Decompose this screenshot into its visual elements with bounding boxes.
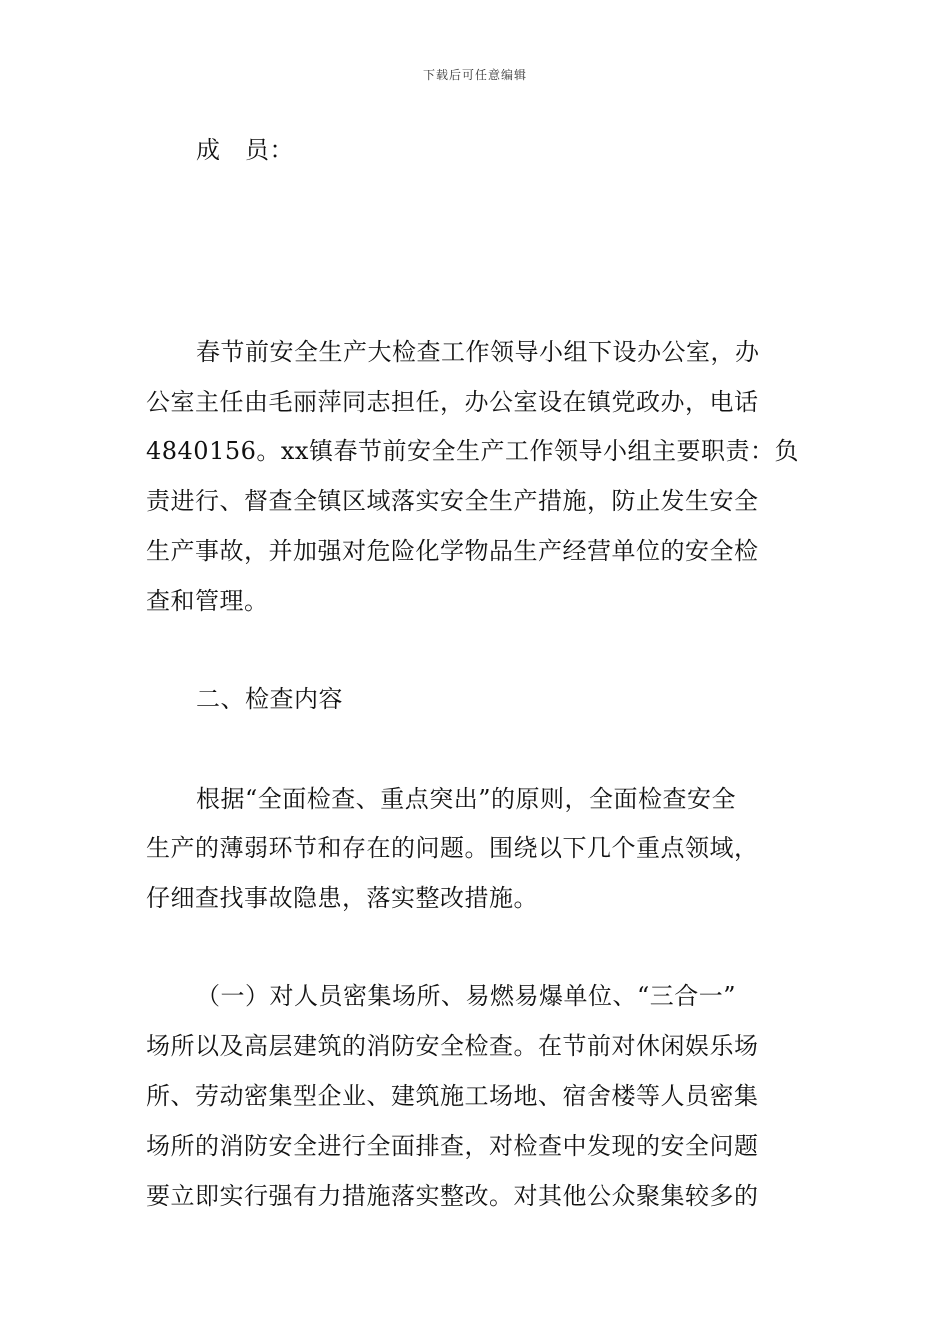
paragraph-line: 春节前安全生产大检查工作领导小组下设办公室，办 [196, 338, 760, 366]
paragraph-line: 根据“全面检查、重点突出”的原则，全面检查安全 [196, 785, 737, 813]
paragraph-line: （一）对人员密集场所、易燃易爆单位、“三合一” [196, 982, 737, 1010]
paragraph-line: 场所以及高层建筑的消防安全检查。在节前对休闲娱乐场 [146, 1032, 759, 1060]
paragraph-line: 生产的薄弱环节和存在的问题。围绕以下几个重点领域， [146, 834, 759, 862]
paragraph-line: 责进行、督查全镇区域落实安全生产措施，防止发生安全 [146, 487, 759, 515]
paragraph-line: 公室主任由毛丽萍同志担任，办公室设在镇党政办，电话 [146, 388, 759, 416]
paragraph-line: 4840156。xx镇春节前安全生产工作领导小组主要职责：负 [146, 437, 799, 465]
paragraph-line: 所、劳动密集型企业、建筑施工场地、宿舍楼等人员密集 [146, 1082, 759, 1110]
paragraph-line: 查和管理。 [146, 587, 269, 615]
page-header: 下载后可任意编辑 [422, 68, 527, 82]
members-label: 成 员： [196, 136, 294, 164]
paragraph-line: 要立即实行强有力措施落实整改。对其他公众聚集较多的 [146, 1182, 759, 1210]
paragraph-line: 场所的消防安全进行全面排查，对检查中发现的安全问题 [146, 1132, 759, 1160]
paragraph-line: 仔细查找事故隐患，落实整改措施。 [146, 884, 538, 912]
section-heading: 二、检查内容 [196, 685, 343, 713]
paragraph-line: 生产事故，并加强对危险化学物品生产经营单位的安全检 [146, 537, 759, 565]
